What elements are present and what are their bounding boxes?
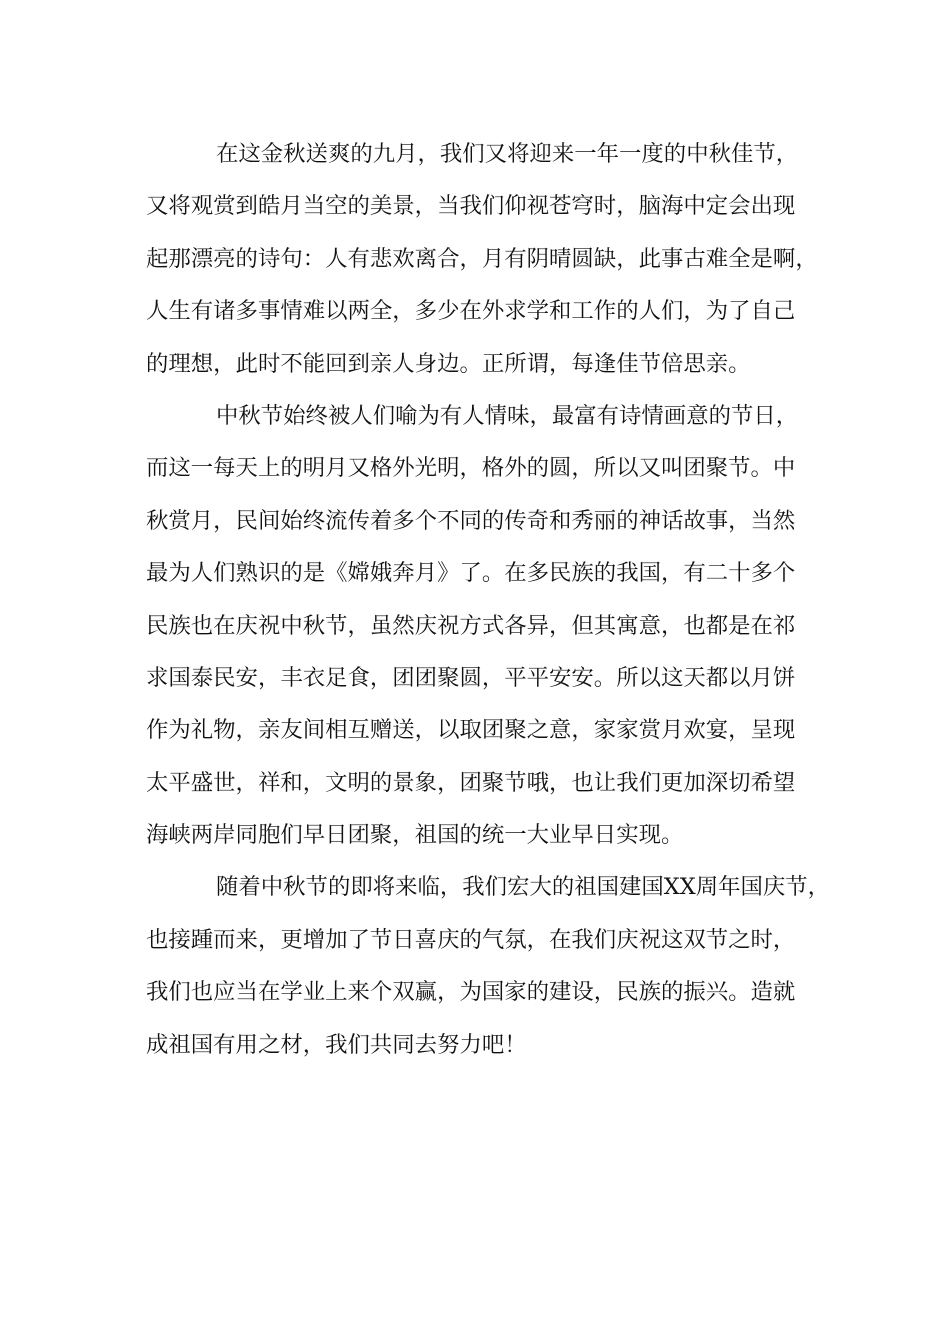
paragraph-line: 起那漂亮的诗句：人有悲欢离合，月有阴晴圆缺，此事古难全是啊， <box>146 245 818 272</box>
paragraph-line: 在这金秋送爽的九月，我们又将迎来一年一度的中秋佳节， <box>216 141 799 167</box>
paragraph-line: 最为人们熟识的是《嫦娥奔月》了。在多民族的我国，有二十多个 <box>146 560 796 587</box>
paragraph-line: 中秋节始终被人们喻为有人情味，最富有诗情画意的节日， <box>216 402 799 429</box>
paragraph-line: 我们也应当在学业上来个双赢，为国家的建设，民族的振兴。造就 <box>146 979 796 1006</box>
paragraph-line: 随着中秋节的即将来临，我们宏大的祖国建国XX周年国庆节， <box>216 874 831 901</box>
paragraph-1 <box>146 128 836 390</box>
paragraph-line: 太平盛世，祥和，文明的景象，团聚节哦，也让我们更加深切希望 <box>146 769 796 796</box>
paragraph-line: 秋赏月，民间始终流传着多个不同的传奇和秀丽的神话故事，当然 <box>146 507 796 534</box>
paragraph-line: 成祖国有用之材，我们共同去努力吧！ <box>146 1031 527 1058</box>
document-body <box>146 128 836 1071</box>
paragraph-line: 求国泰民安，丰衣足食，团团聚圆，平平安安。所以这天都以月饼 <box>146 664 796 691</box>
paragraph-line: 也接踵而来，更增加了节日喜庆的气氛，在我们庆祝这双节之时， <box>146 926 796 953</box>
paragraph-3 <box>146 861 836 1071</box>
paragraph-line: 海峡两岸同胞们早日团聚，祖国的统一大业早日实现。 <box>146 822 684 849</box>
paragraph-line: 人生有诸多事情难以两全，多少在外求学和工作的人们，为了自己 <box>146 298 796 325</box>
paragraph-line: 民族也在庆祝中秋节，虽然庆祝方式各异，但其寓意，也都是在祁 <box>146 612 796 639</box>
paragraph-2 <box>146 390 836 862</box>
paragraph-line: 的理想，此时不能回到亲人身边。正所谓，每逢佳节倍思亲。 <box>146 350 751 377</box>
paragraph-line: 作为礼物，亲友间相互赠送，以取团聚之意，家家赏月欢宴，呈现 <box>146 717 796 744</box>
paragraph-line: 又将观赏到皓月当空的美景，当我们仰视苍穹时，脑海中定会出现 <box>146 193 796 220</box>
paragraph-line: 而这一每天上的明月又格外光明，格外的圆，所以又叫团聚节。中 <box>146 455 796 482</box>
